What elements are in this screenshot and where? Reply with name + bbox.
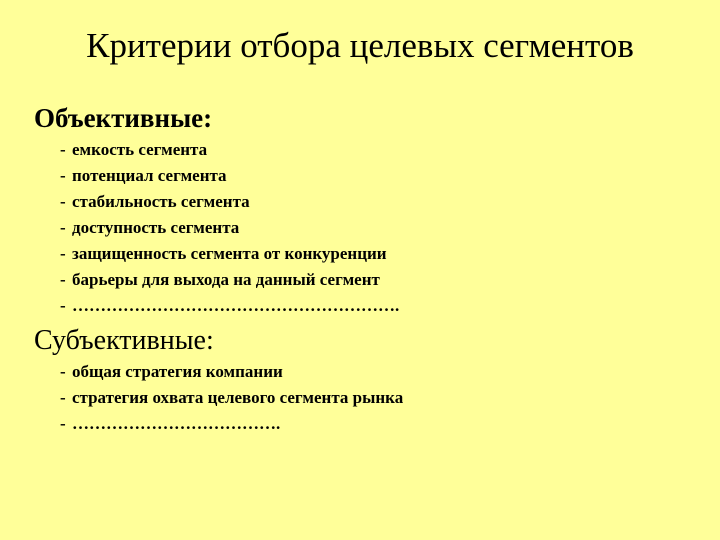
list-item-text: общая стратегия компании: [72, 362, 283, 381]
list-item: [60, 411, 403, 437]
subjective-heading: Субъективные:: [34, 325, 214, 356]
item-dash: -: [60, 218, 66, 237]
item-dash: -: [60, 166, 66, 185]
item-dash: -: [60, 244, 66, 263]
list-item: [60, 267, 399, 293]
list-item-text: емкость сегмента: [72, 140, 208, 159]
list-item: [60, 215, 399, 241]
list-item-text: защищенность сегмента от конкуренции: [72, 244, 387, 263]
objective-criteria-list: [60, 137, 399, 319]
list-item: [60, 359, 403, 385]
list-item-text: стабильность сегмента: [72, 192, 250, 211]
list-item: [60, 385, 403, 411]
list-item-text: потенциал сегмента: [72, 166, 227, 185]
item-dash: -: [60, 192, 66, 211]
list-item: [60, 163, 399, 189]
list-item-text: стратегия охвата целевого сегмента рынка: [72, 388, 404, 407]
list-item-text: ……………………………….: [72, 414, 281, 433]
list-item: [60, 137, 399, 163]
list-item-text: доступность сегмента: [72, 218, 240, 237]
item-dash: -: [60, 362, 66, 381]
item-dash: -: [60, 140, 66, 159]
item-dash: -: [60, 270, 66, 289]
list-item-text: барьеры для выхода на данный сегмент: [72, 270, 380, 289]
item-dash: -: [60, 388, 66, 407]
list-item: [60, 293, 399, 319]
item-dash: -: [60, 296, 66, 315]
list-item: [60, 241, 399, 267]
list-item-text: ………………………………………………….: [72, 296, 400, 315]
subjective-criteria-list: [60, 359, 403, 437]
item-dash: -: [60, 414, 66, 433]
list-item: [60, 189, 399, 215]
objective-heading: Объективные:: [34, 103, 213, 133]
slide-title: Критерии отбора целевых сегментов: [86, 26, 634, 65]
